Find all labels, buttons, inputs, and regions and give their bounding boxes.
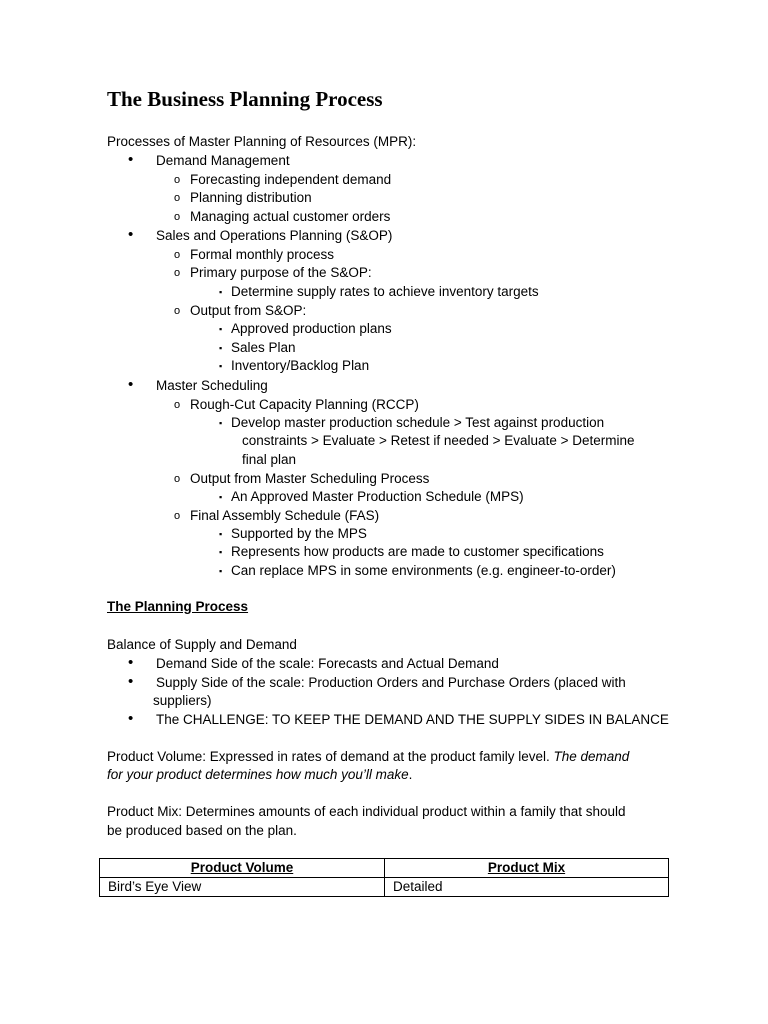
list-item: Supply Side of the scale: Production Orders and Purchase Orders (placed with xyxy=(156,675,626,690)
circle-marker: o xyxy=(174,305,181,317)
table-row xyxy=(100,878,669,897)
list-item: The CHALLENGE: TO KEEP THE DEMAND AND THE SUPPLY SIDES IN BALANCE xyxy=(156,712,669,727)
list-item-continued: final plan xyxy=(242,452,297,467)
square-marker: ▪ xyxy=(219,529,223,539)
square-marker: ▪ xyxy=(219,547,223,557)
bullet-marker: • xyxy=(128,673,134,690)
square-marker: ▪ xyxy=(219,343,223,353)
square-marker: ▪ xyxy=(219,324,223,334)
list-item-continued: suppliers) xyxy=(153,693,212,708)
list-item: Output from S&OP: xyxy=(190,303,307,318)
intro-text: Processes of Master Planning of Resources (MPR): xyxy=(107,134,417,149)
circle-marker: o xyxy=(174,211,181,223)
list-item: Can replace MPS in some environments (e.g. engineer-to-order) xyxy=(231,563,616,578)
table-header: Product Volume xyxy=(100,859,385,878)
page-title: The Business Planning Process xyxy=(107,87,383,111)
list-item: Managing actual customer orders xyxy=(190,209,391,224)
circle-marker: o xyxy=(174,510,181,522)
circle-marker: o xyxy=(174,249,181,261)
paragraph-product-mix: Product Mix: Determines amounts of each individual product within a family that should xyxy=(107,804,626,819)
paragraph-product-volume-cont xyxy=(107,766,412,784)
list-item: Sales Plan xyxy=(231,340,296,355)
table-cell: Bird’s Eye View xyxy=(100,878,385,897)
square-marker: ▪ xyxy=(219,361,223,371)
bullet-marker: • xyxy=(128,376,134,393)
list-item: Forecasting independent demand xyxy=(190,172,392,187)
list-item: Approved production plans xyxy=(231,321,392,336)
list-item: Represents how products are made to customer specifications xyxy=(231,544,604,559)
text-span: . xyxy=(408,767,413,782)
list-item: Final Assembly Schedule (FAS) xyxy=(190,508,380,523)
list-item-demand-management: Demand Management xyxy=(156,153,290,168)
table-header-row xyxy=(100,859,669,878)
paragraph-product-mix-cont: be produced based on the plan. xyxy=(107,823,297,838)
text-span: Product Volume: Expressed in rates of demand at the product family level. xyxy=(107,749,554,764)
bullet-marker: • xyxy=(128,710,134,727)
circle-marker: o xyxy=(174,174,181,186)
table-cell: Detailed xyxy=(385,878,669,897)
bullet-marker: • xyxy=(128,226,134,243)
list-item: Determine supply rates to achieve inventory targets xyxy=(231,284,539,299)
square-marker: ▪ xyxy=(219,492,223,502)
circle-marker: o xyxy=(174,267,181,279)
circle-marker: o xyxy=(174,473,181,485)
list-item: Output from Master Scheduling Process xyxy=(190,471,430,486)
square-marker: ▪ xyxy=(219,566,223,576)
list-item: Supported by the MPS xyxy=(231,526,367,541)
section-heading: The Planning Process xyxy=(107,599,249,614)
paragraph-product-volume xyxy=(107,748,629,766)
paragraph-balance: Balance of Supply and Demand xyxy=(107,637,297,652)
square-marker: ▪ xyxy=(219,287,223,297)
circle-marker: o xyxy=(174,192,181,204)
square-marker: ▪ xyxy=(219,418,223,428)
circle-marker: o xyxy=(174,399,181,411)
list-item-sop: Sales and Operations Planning (S&OP) xyxy=(156,228,393,243)
bullet-marker: • xyxy=(128,654,134,671)
list-item-master-scheduling: Master Scheduling xyxy=(156,378,268,393)
list-item: Primary purpose of the S&OP: xyxy=(190,265,372,280)
italic-text: The demand xyxy=(553,749,630,764)
list-item: Inventory/Backlog Plan xyxy=(231,358,370,373)
list-item: Rough-Cut Capacity Planning (RCCP) xyxy=(190,397,419,412)
table-header: Product Mix xyxy=(385,859,669,878)
italic-text: for your product determines how much you’ll make xyxy=(107,767,409,782)
list-item: Develop master production schedule > Test against production xyxy=(231,415,605,430)
list-item: An Approved Master Production Schedule (MPS) xyxy=(231,489,524,504)
list-item: Demand Side of the scale: Forecasts and Actual Demand xyxy=(156,656,499,671)
comparison-table xyxy=(99,858,669,897)
list-item: Planning distribution xyxy=(190,190,312,205)
bullet-marker: • xyxy=(128,151,134,168)
list-item-continued: constraints > Evaluate > Retest if needed > Evaluate > Determine xyxy=(242,433,635,448)
list-item: Formal monthly process xyxy=(190,247,335,262)
